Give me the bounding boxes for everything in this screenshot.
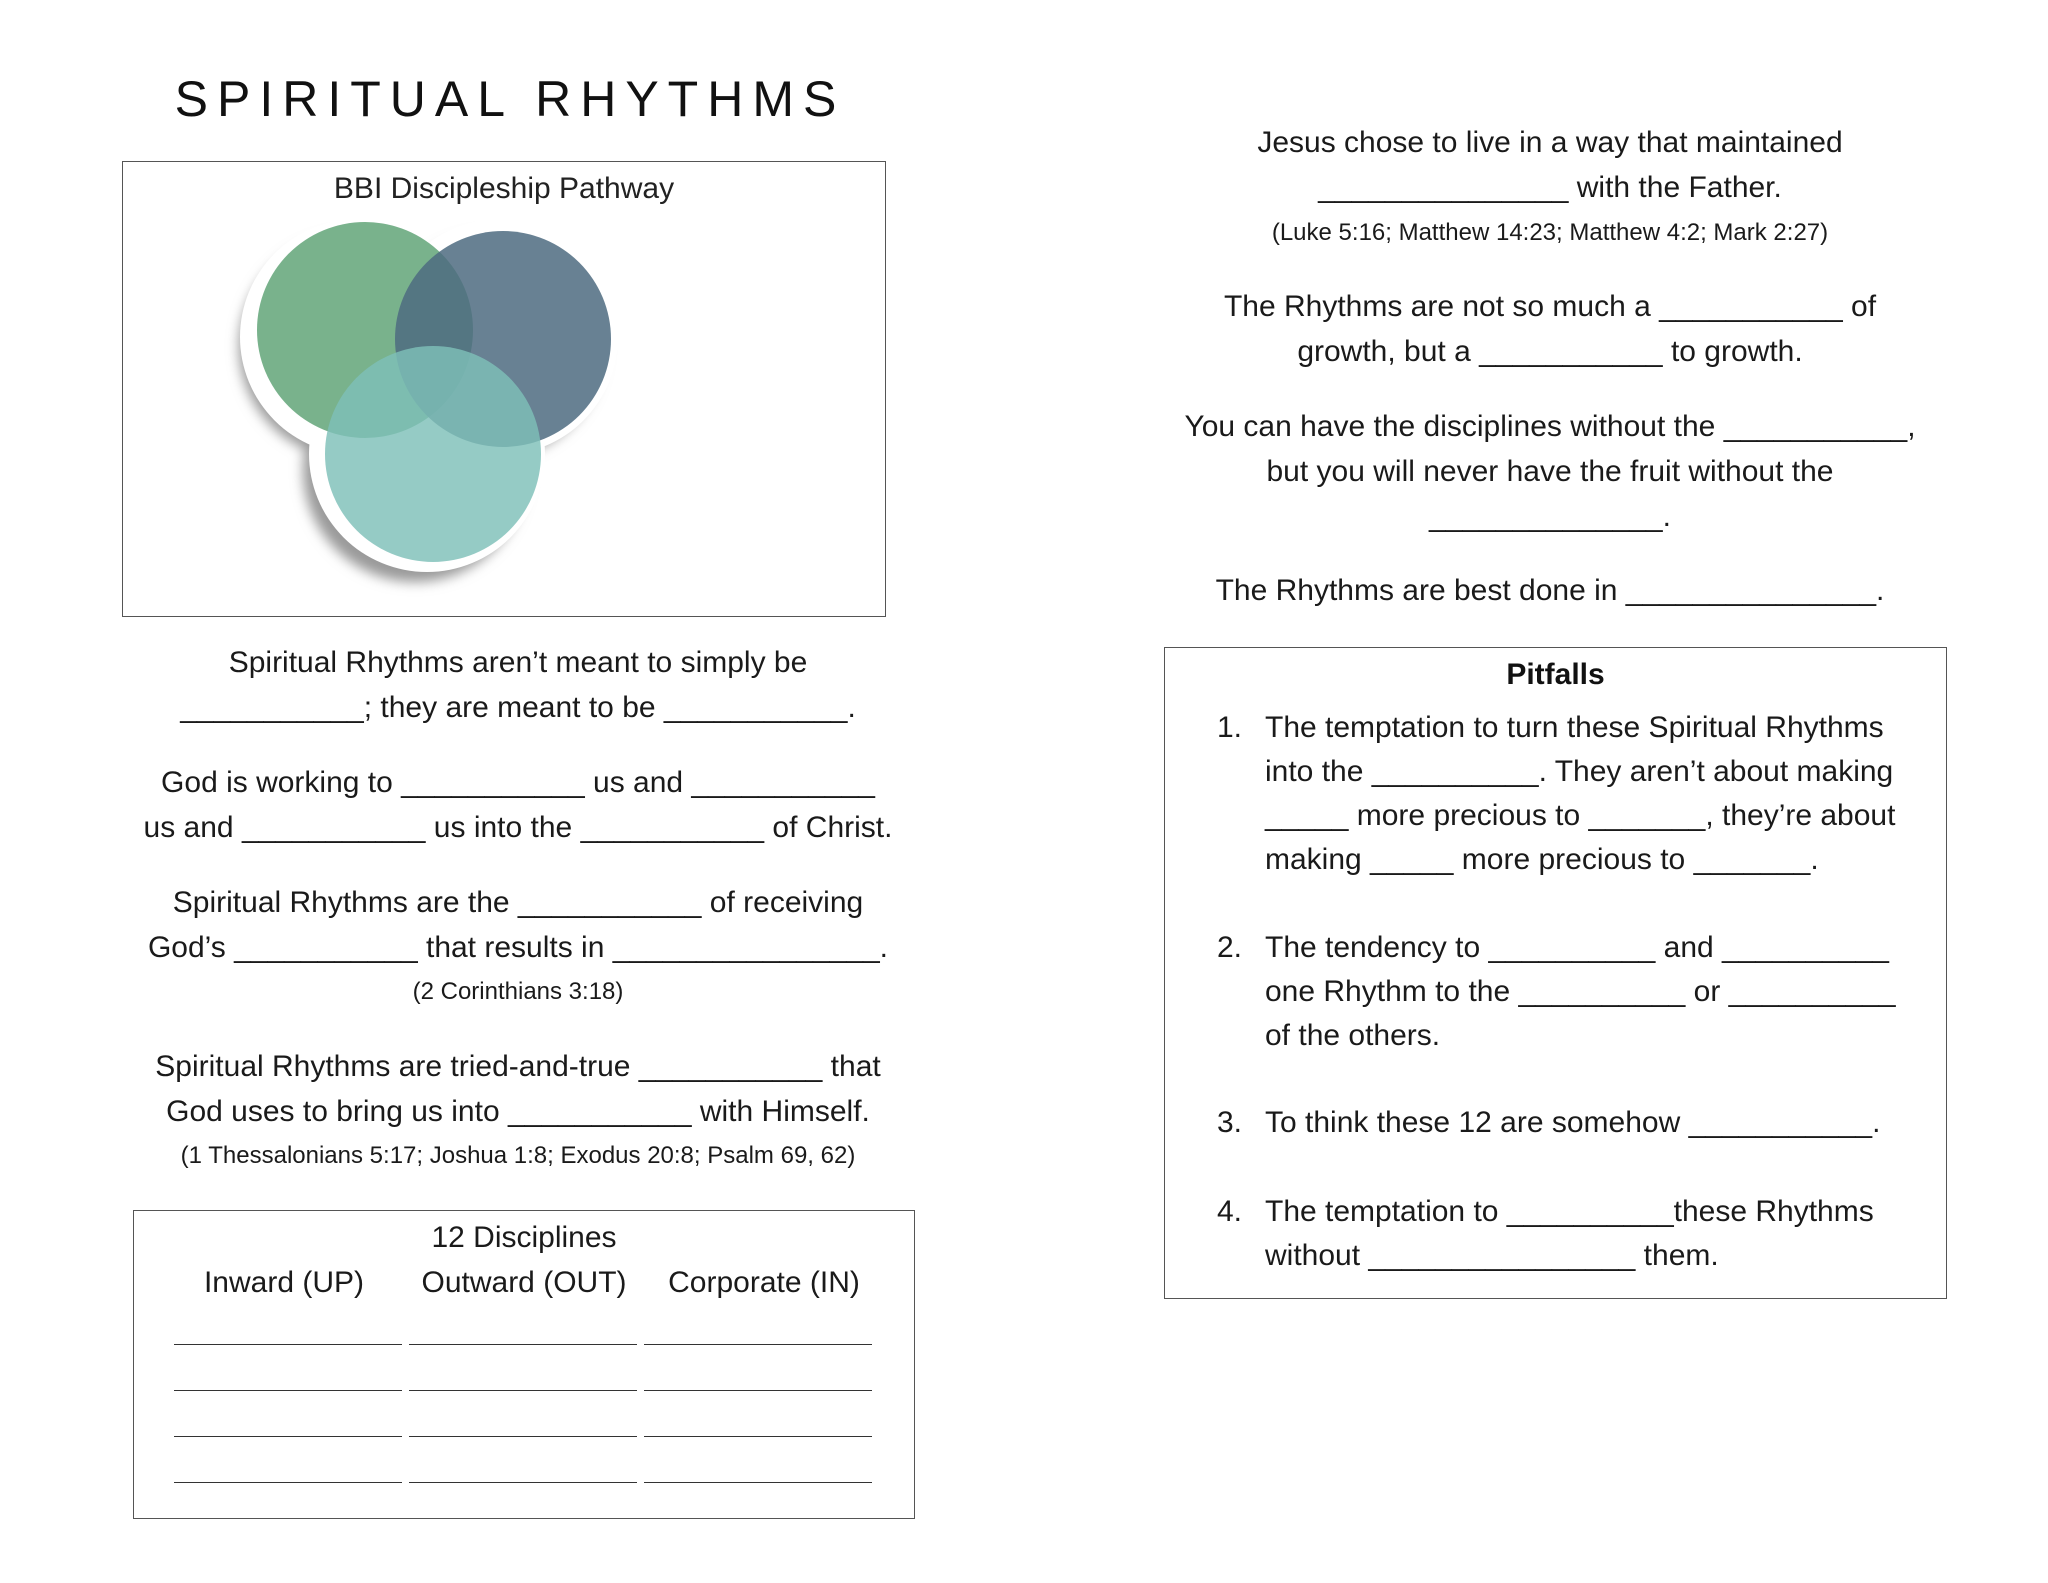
blank-answer-line [644, 1344, 872, 1345]
blank-answer-line [409, 1390, 637, 1391]
diagram-title: BBI Discipleship Pathway [333, 172, 675, 205]
left-paragraph-1 [118, 640, 918, 730]
text-line: Spiritual Rhythms aren’t meant to simply be [228, 646, 808, 679]
pitfall-item [1165, 926, 1946, 1066]
blank-answer-line [644, 1436, 872, 1437]
text-line: You can have the disciplines without the ___________, [1184, 410, 1916, 443]
text-line: The Rhythms are not so much a ___________ of [1223, 290, 1877, 323]
pitfall-number: 3. [1217, 1106, 1243, 1139]
pitfalls-box [1164, 647, 1947, 1299]
blank-answer-line [174, 1390, 402, 1391]
text-line: God is working to ___________ us and ___________ [161, 766, 875, 799]
pitfalls-title: Pitfalls [1506, 658, 1605, 691]
disciplines-box [133, 1210, 915, 1519]
right-paragraph-3 [1140, 404, 1960, 539]
text-line: The temptation to turn these Spiritual Rhythms [1265, 711, 1884, 744]
left-reference-1: (2 Corinthians 3:18) [412, 978, 624, 1005]
left-paragraph-4 [118, 1044, 918, 1134]
pitfall-number: 4. [1217, 1195, 1243, 1228]
text-line: one Rhythm to the __________ or __________ [1265, 975, 1896, 1008]
text-line: _______________ with the Father. [1318, 171, 1782, 204]
left-paragraph-3 [118, 880, 918, 970]
text-line: The Rhythms are best done in _______________. [1215, 574, 1885, 607]
blank-answer-line [409, 1436, 637, 1437]
text-line: Jesus chose to live in a way that maintained [1257, 126, 1843, 159]
pitfall-number: 1. [1217, 711, 1243, 744]
right-paragraph-1 [1140, 120, 1960, 210]
column-header-inward: Inward (UP) [203, 1266, 365, 1299]
venn-circle-teal [325, 346, 541, 562]
column-header-corporate: Corporate (IN) [668, 1266, 860, 1299]
right-paragraph-4 [1140, 568, 1960, 613]
text-line: without ________________ them. [1265, 1239, 1719, 1272]
left-paragraph-2 [118, 760, 918, 850]
pitfall-item [1165, 706, 1946, 886]
pitfall-number: 2. [1217, 931, 1243, 964]
page-title: SPIRITUAL RHYTHMS [174, 71, 846, 127]
pitfall-text [1265, 1101, 1945, 1145]
pathway-diagram-box [122, 161, 886, 617]
pitfall-text [1265, 706, 1945, 882]
text-line: into the __________. They aren’t about making [1265, 755, 1894, 788]
disciplines-title: 12 Disciplines [431, 1221, 617, 1254]
left-reference-2: (1 Thessalonians 5:17; Joshua 1:8; Exodus 20:8; Psalm 69, 62) [180, 1142, 856, 1169]
blank-answer-line [409, 1482, 637, 1483]
blank-answer-line [174, 1482, 402, 1483]
right-paragraph-2 [1140, 284, 1960, 374]
blank-answer-line [644, 1390, 872, 1391]
text-line: The temptation to __________these Rhythms [1265, 1195, 1874, 1228]
text-line: making _____ more precious to _______. [1265, 843, 1819, 876]
text-line: _____ more precious to _______, they’re about [1265, 799, 1896, 832]
text-line: God’s ___________ that results in ________________. [147, 931, 889, 964]
text-line: ___________; they are meant to be ___________. [180, 691, 856, 724]
text-line: Spiritual Rhythms are the ___________ of receiving [172, 886, 864, 919]
blank-answer-line [644, 1482, 872, 1483]
blank-answer-line [409, 1344, 637, 1345]
disciplines-headers [164, 1266, 884, 1300]
venn-diagram [123, 162, 887, 618]
text-line: The tendency to __________ and __________ [1265, 931, 1889, 964]
column-header-outward: Outward (OUT) [421, 1266, 627, 1299]
text-line: of the others. [1265, 1019, 1441, 1052]
pitfall-item [1165, 1101, 1946, 1151]
text-line: God uses to bring us into ___________ with Himself. [166, 1095, 870, 1128]
pitfall-text [1265, 926, 1945, 1058]
text-line: Spiritual Rhythms are tried-and-true ___________ that [155, 1050, 881, 1083]
pitfall-item [1165, 1190, 1946, 1285]
text-line: us and ___________ us into the ___________ of Christ. [143, 811, 893, 844]
blank-answer-line [174, 1436, 402, 1437]
pitfall-text [1265, 1190, 1945, 1278]
text-line: but you will never have the fruit without the [1266, 455, 1834, 488]
text-line: To think these 12 are somehow ___________. [1265, 1106, 1881, 1139]
right-reference-1: (Luke 5:16; Matthew 14:23; Matthew 4:2; Mark 2:27) [1271, 219, 1829, 246]
text-line: growth, but a ___________ to growth. [1297, 335, 1803, 368]
text-line: ______________. [1429, 500, 1671, 533]
blank-answer-line [174, 1344, 402, 1345]
